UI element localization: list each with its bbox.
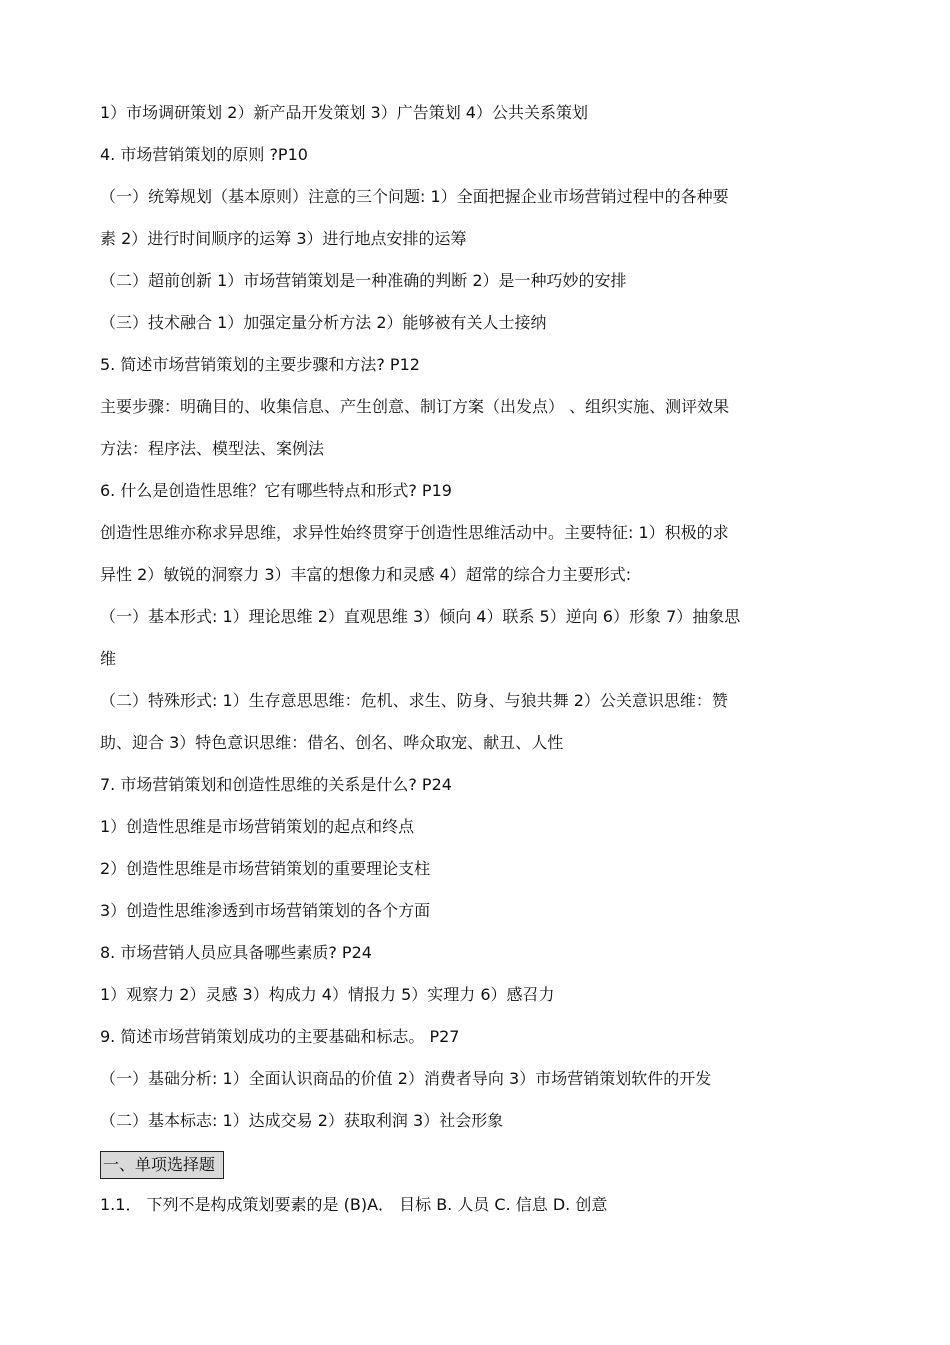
text-line: 维	[100, 649, 117, 668]
text-line: （一）统筹规划（基本原则）注意的三个问题: 1）全面把握企业市场营销过程中的各种要	[100, 187, 729, 206]
question-heading: 6. 什么是创造性思维？它有哪些特点和形式? P19	[100, 481, 452, 500]
question-heading: 8. 市场营销人员应具备哪些素质? P24	[100, 943, 372, 962]
text-line: 异性 2）敏锐的洞察力 3）丰富的想像力和灵感 4）超常的综合力主要形式:	[100, 565, 632, 584]
text-line: 主要步骤：明确目的、收集信息、产生创意、制订方案（出发点） 、组织实施、测评效果	[100, 397, 730, 416]
text-line: 助、迎合 3）特色意识思维：借名、创名、哗众取宠、献丑、人性	[100, 733, 564, 752]
text-line: （二）超前创新 1）市场营销策划是一种准确的判断 2）是一种巧妙的安排	[100, 271, 627, 290]
text-line: 1）创造性思维是市场营销策划的起点和终点	[100, 817, 415, 836]
question-heading: 9. 简述市场营销策划成功的主要基础和标志。 P27	[100, 1027, 460, 1046]
text-line: （一）基本形式: 1）理论思维 2）直观思维 3）倾向 4）联系 5）逆向 6）形象 7）抽象思	[100, 607, 741, 626]
question-heading: 4. 市场营销策划的原则 ?P10	[100, 145, 308, 164]
text-line: （一）基础分析: 1）全面认识商品的价值 2）消费者导向 3）市场营销策划软件的开发	[100, 1069, 712, 1088]
text-line: 3）创造性思维渗透到市场营销策划的各个方面	[100, 901, 431, 920]
multiple-choice-question: 1.1． 下列不是构成策划要素的是 (B)A． 目标 B. 人员 C. 信息 D. 创意	[100, 1195, 608, 1214]
text-line: （三）技术融合 1）加强定量分析方法 2）能够被有关人士接纳	[100, 313, 547, 332]
text-line: 创造性思维亦称求异思维，求异性始终贯穿于创造性思维活动中。主要特征: 1）积极的求	[100, 523, 729, 542]
question-heading: 5. 简述市场营销策划的主要步骤和方法? P12	[100, 355, 420, 374]
text-line: 素 2）进行时间顺序的运筹 3）进行地点安排的运筹	[100, 229, 467, 248]
question-heading: 7. 市场营销策划和创造性思维的关系是什么? P24	[100, 775, 452, 794]
text-line: （二）特殊形式: 1）生存意思思维：危机、求生、防身、与狼共舞 2）公关意识思维：赞	[100, 691, 728, 710]
text-line: 1）观察力 2）灵感 3）构成力 4）情报力 5）实理力 6）感召力	[100, 985, 555, 1004]
text-line: （二）基本标志: 1）达成交易 2）获取利润 3）社会形象	[100, 1111, 504, 1130]
text-line: 1）市场调研策划 2）新产品开发策划 3）广告策划 4）公共关系策划	[100, 103, 588, 122]
text-line: 方法：程序法、模型法、案例法	[100, 439, 325, 458]
text-line: 2）创造性思维是市场营销策划的重要理论支柱	[100, 859, 431, 878]
section-heading: 一、单项选择题	[100, 1151, 224, 1179]
